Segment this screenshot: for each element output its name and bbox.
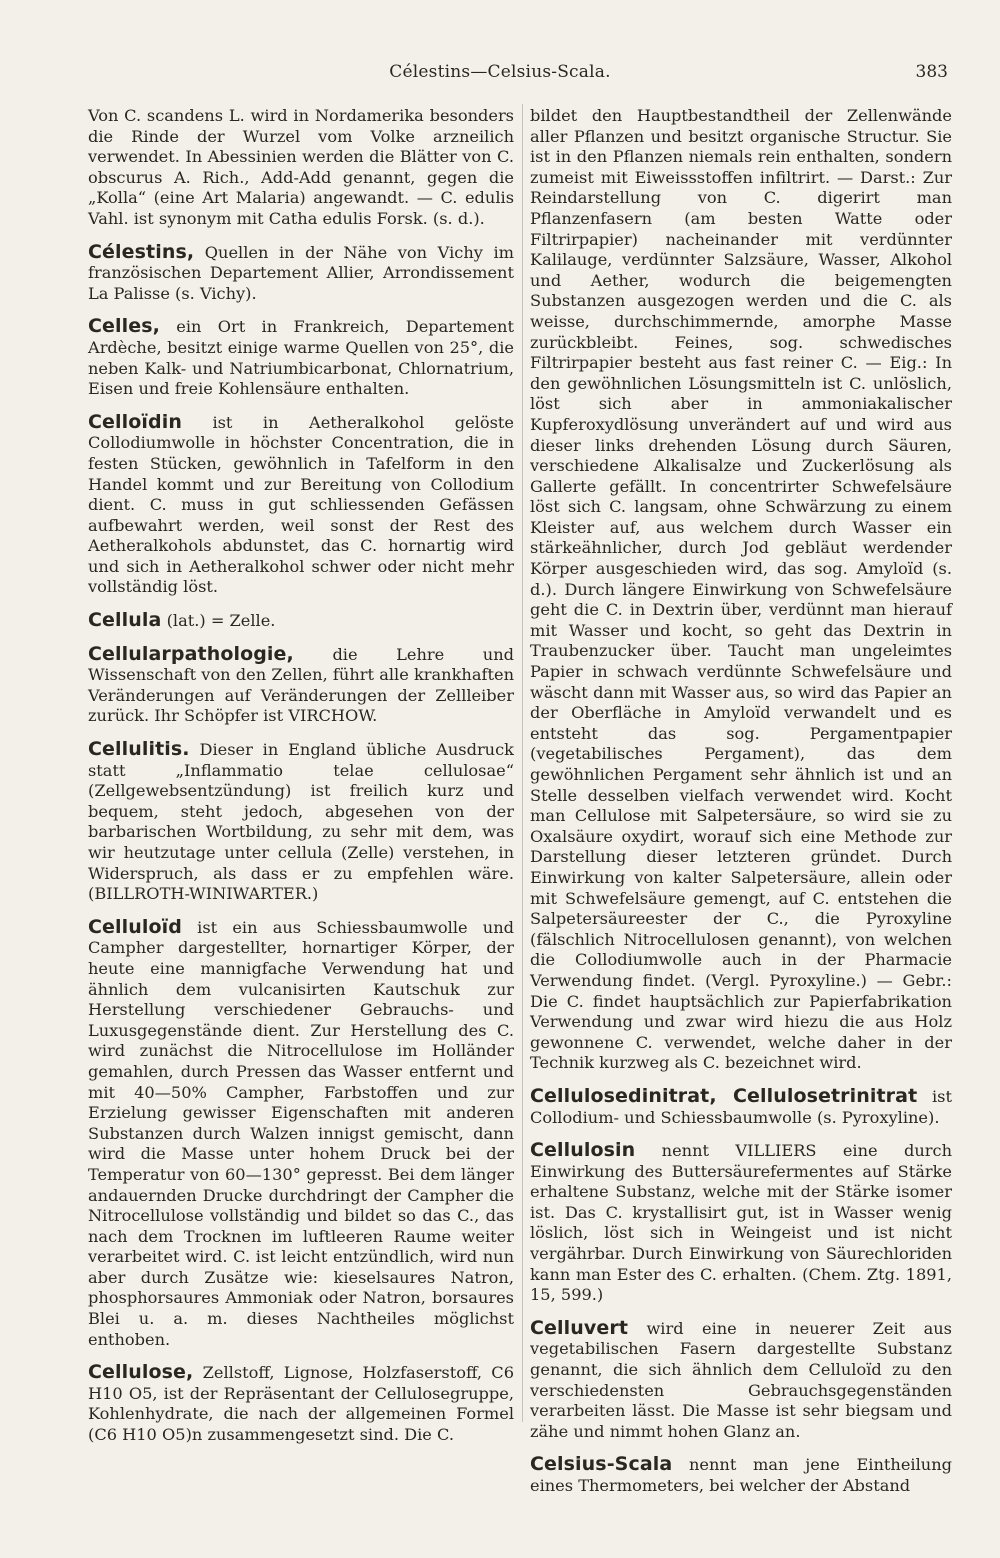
entry-headword: Celles,: [88, 315, 160, 338]
entry-celestins: [88, 242, 514, 305]
entry-celsius-scala: [530, 1454, 952, 1496]
entry-cellularpathologie: [88, 644, 514, 727]
entry-headword: Cellulose,: [88, 1361, 194, 1384]
entry-celluloid: [88, 917, 514, 1350]
column-divider: [522, 104, 523, 1422]
entry-headword: Celluvert: [530, 1316, 629, 1339]
right-column: [530, 106, 952, 1509]
entry-headword: Célestins,: [88, 240, 195, 263]
entry-body: bildet den Hauptbestandtheil der Zellenwände aller Pflanzen und besitzt organische Structur. Sie ist in den Pflanzen niemals rein enthalten, sondern zumeist mit Eiweissstoffen infiltrirt. — Darst.: Zur Reindarstellung von C. digerirt man Pflanzenfasern (am besten Watte oder Filtrirpapier) nacheinander mit verdünnter Kalilauge, verdünnter Salzsäure, Wasser, Alkohol und Aether, wodurch die beigemengten Substanzen ausgezogen werden und die C. als weisse, durchschimmernde, amorphe Masse zurückbleibt. Feines, sog. schwedisches Filtrirpapier besteht aus fast reiner C. — Eig.: In den gewöhnlichen Lösungsmitteln ist C. unlöslich, löst sich aber in ammoniakalischer Kupferoxydlösung unverändert auf und wird aus dieser links drehenden Lösung durch Säuren, verschiedene Alkalisalze und Zuckerlösung als Gallerte gefällt. In concentrirter Schwefelsäure löst sich C. langsam, ohne Schwärzung zu einem Kleister auf, aus welchem durch Wasser ein stärkeähnlicher, durch Jod gebläut werdender Körper ausgeschieden wird, das sog. Amyloïd (s. d.). Durch längere Einwirkung von Schwefelsäure geht die C. in Dextrin über, verdünnt man hierauf mit Wasser und kocht, so geht das Dextrin in Traubenzucker über. Taucht man ungeleimtes Papier in schwach verdünnte Schwefelsäure und wäscht dann mit Wasser aus, so wird das Papier an der Oberfläche in Amyloïd verwandelt und es entsteht das sog. Pergamentpapier (vegetabilisches Pergament), das dem gewöhnlichen Pergament sehr ähnlich ist und an Stelle desselben vielfach verwendet wird. Kocht man Cellulose mit Salpetersäure, so wird sie zu Oxalsäure oxydirt, worauf sich eine Methode zur Darstellung dieser letzteren gründet. Durch Einwirkung von kalter Salpetersäure, allein oder mit Schwefelsäure gemengt, auf C. entstehen die Salpetersäureester der C., die Pyroxyline (fälschlich Nitrocellulosen genannt), von welchen die Collodiumwolle auch in der Pharmacie Verwendung findet. (Vergl. Pyroxyline.) — Gebr.: Die C. findet hauptsächlich zur Papierfabrikation Verwendung und zwar wird hiezu die aus Holz gewonnene C. verwendet, welche daher in der Technik kurzweg als C. bezeichnet wird.: [530, 106, 952, 1073]
entry-body: nennt VILLIERS eine durch Einwirkung des Buttersäurefermentes auf Stärke erhaltene Substanz, welche mit der Stärke isomer ist. Das C. krystallisirt gut, ist in Wasser wenig löslich, löst sich in Weingeist und ist nicht vergährbar. Durch Einwirkung von Säurechloriden kann man Ester des C. erhalten. (Chem. Ztg. 1891, 15, 599.): [530, 1141, 952, 1305]
entry-body: Dieser in England übliche Ausdruck statt „Inflammatio telae cellulosae“ (Zellgewebsentzündung) ist freilich kurz und bequem, steht jedoch, abgesehen von der barbarischen Wortbildung, zu sehr mit dem, was wir heutzutage unter cellula (Zelle) verstehen, in Widerspruch, als dass er zu empfehlen wäre. (BILLROTH-WINIWARTER.): [88, 740, 514, 904]
entry-body: ist in Aetheralkohol gelöste Collodiumwolle in höchster Concentration, die in festen Stücken, gewöhnlich in Tafelform in den Handel kommt und zur Bereitung von Collodium dient. C. muss in gut schliessenden Gefässen aufbewahrt werden, weil sonst der Rest des Aetheralkohols abdunstet, das C. hornartig wird und sich in Aetheralkohol schwer oder nicht mehr vollständig löst.: [88, 412, 514, 597]
entry-celloidin: [88, 412, 514, 598]
entry-headword: Cellularpathologie,: [88, 642, 294, 665]
entry-body: nennt man jene Eintheilung eines Thermometers, bei welcher der Abstand: [530, 1455, 952, 1495]
entry-body: Quellen in der Nähe von Vichy im französischen Departement Allier, Arrondissement La Palisse (s. Vichy).: [88, 242, 514, 303]
entry-body: Zellstoff, Lignose, Holzfaserstoff, C6 H10 O5, ist der Repräsentant der Cellulosegruppe, Kohlenhydrate, die nach der allgemeinen Formel (C6 H10 O5)n zusammengesetzt sind. Die C.: [88, 1363, 514, 1445]
entry-body: ist ein aus Schiessbaumwolle und Campher dargestellter, hornartiger Körper, der heute eine mannigfache Verwendung hat und ähnlich dem vulcanisirten Kautschuk zur Herstellung verschiedener Gebrauchs- und Luxusgegenstände dient. Zur Herstellung des C. wird zunächst die Nitrocellulose im Holländer gemahlen, durch Pressen das Wasser entfernt und mit 40—50% Campher, Farbstoffen und zur Erzielung gewisser Eigenschaften mit anderen Substanzen durch Walzen innigst gemischt, dann wird die Masse unter hohem Druck bei der Temperatur von 60—130° gepresst. Bei dem länger andauernden Drucke durchdringt der Campher die Nitrocellulose vollständig und bildet so das C., das nach dem Trocknen im luftleeren Raume weiter verarbeitet wird. C. ist leicht entzündlich, wird nun aber durch Zusätze wie: kieselsaures Natron, phosphorsaures Ammoniak oder Natron, borsaures Blei u. a. m. dieses Nachtheiles möglichst enthoben.: [88, 917, 514, 1349]
entry-headword: Celloïdin: [88, 410, 182, 433]
entry-body: (lat.) = Zelle.: [166, 611, 276, 631]
entry-body: die Lehre und Wissenschaft von den Zellen, führt alle krankhaften Veränderungen auf Veränderungen der Zellleiber zurück. Ihr Schöpfer ist VIRCHOW.: [88, 644, 514, 726]
entry-cellulitis: [88, 739, 514, 905]
running-header: [0, 62, 1000, 86]
entry-headword: Cellulosedinitrat, Cellulosetrinitrat: [530, 1084, 918, 1107]
entry-body: ist Collodium- und Schiessbaumwolle (s. Pyroxyline).: [530, 1086, 952, 1127]
entry-headword: Cellula: [88, 609, 162, 632]
entry-headword: Cellulosin: [530, 1139, 636, 1162]
entry-headword: Cellulitis.: [88, 738, 190, 761]
entry-celles: [88, 316, 514, 399]
entry-headword: Celluloïd: [88, 915, 182, 938]
entry-cellulosin: [530, 1140, 952, 1306]
entry-body: ein Ort in Frankreich, Departement Ardèche, besitzt einige warme Quellen von 25°, die neben Kalk- und Natriumbicarbonat, Chlornatrium, Eisen und freie Kohlensäure enthalten.: [88, 317, 514, 399]
entry-headword: Celsius-Scala: [530, 1453, 673, 1476]
entry-body: Von C. scandens L. wird in Nordamerika besonders die Rinde der Wurzel vom Volke arzneilich verwendet. In Abessinien werden die Blätter von C. obscurus A. Rich., Add-Add genannt, gegen die „Kolla“ (eine Art Malaria) angewandt. — C. edulis Vahl. ist synonym mit Catha edulis Forsk. (s. d.).: [88, 106, 514, 228]
entry-cellulose: [88, 1362, 514, 1445]
left-column: [88, 106, 514, 1458]
page-number: 383: [915, 62, 948, 82]
continuation-text: [530, 106, 952, 1074]
entry-cellula: [88, 610, 514, 632]
continuation-text: [88, 106, 514, 230]
entry-body: wird eine in neuerer Zeit aus vegetabilischen Fasern dargestellte Substanz genannt, die sich ähnlich dem Celluloïd zu den verschiedensten Gebrauchsgegenständen verarbeiten lässt. Die Masse ist sehr biegsam und zähe und nimmt hohen Glanz an.: [530, 1318, 952, 1441]
entry-celluvert: [530, 1318, 952, 1443]
entry-cellulosedinitrat: [530, 1086, 952, 1128]
running-title: Célestins—Celsius-Scala.: [389, 62, 611, 82]
